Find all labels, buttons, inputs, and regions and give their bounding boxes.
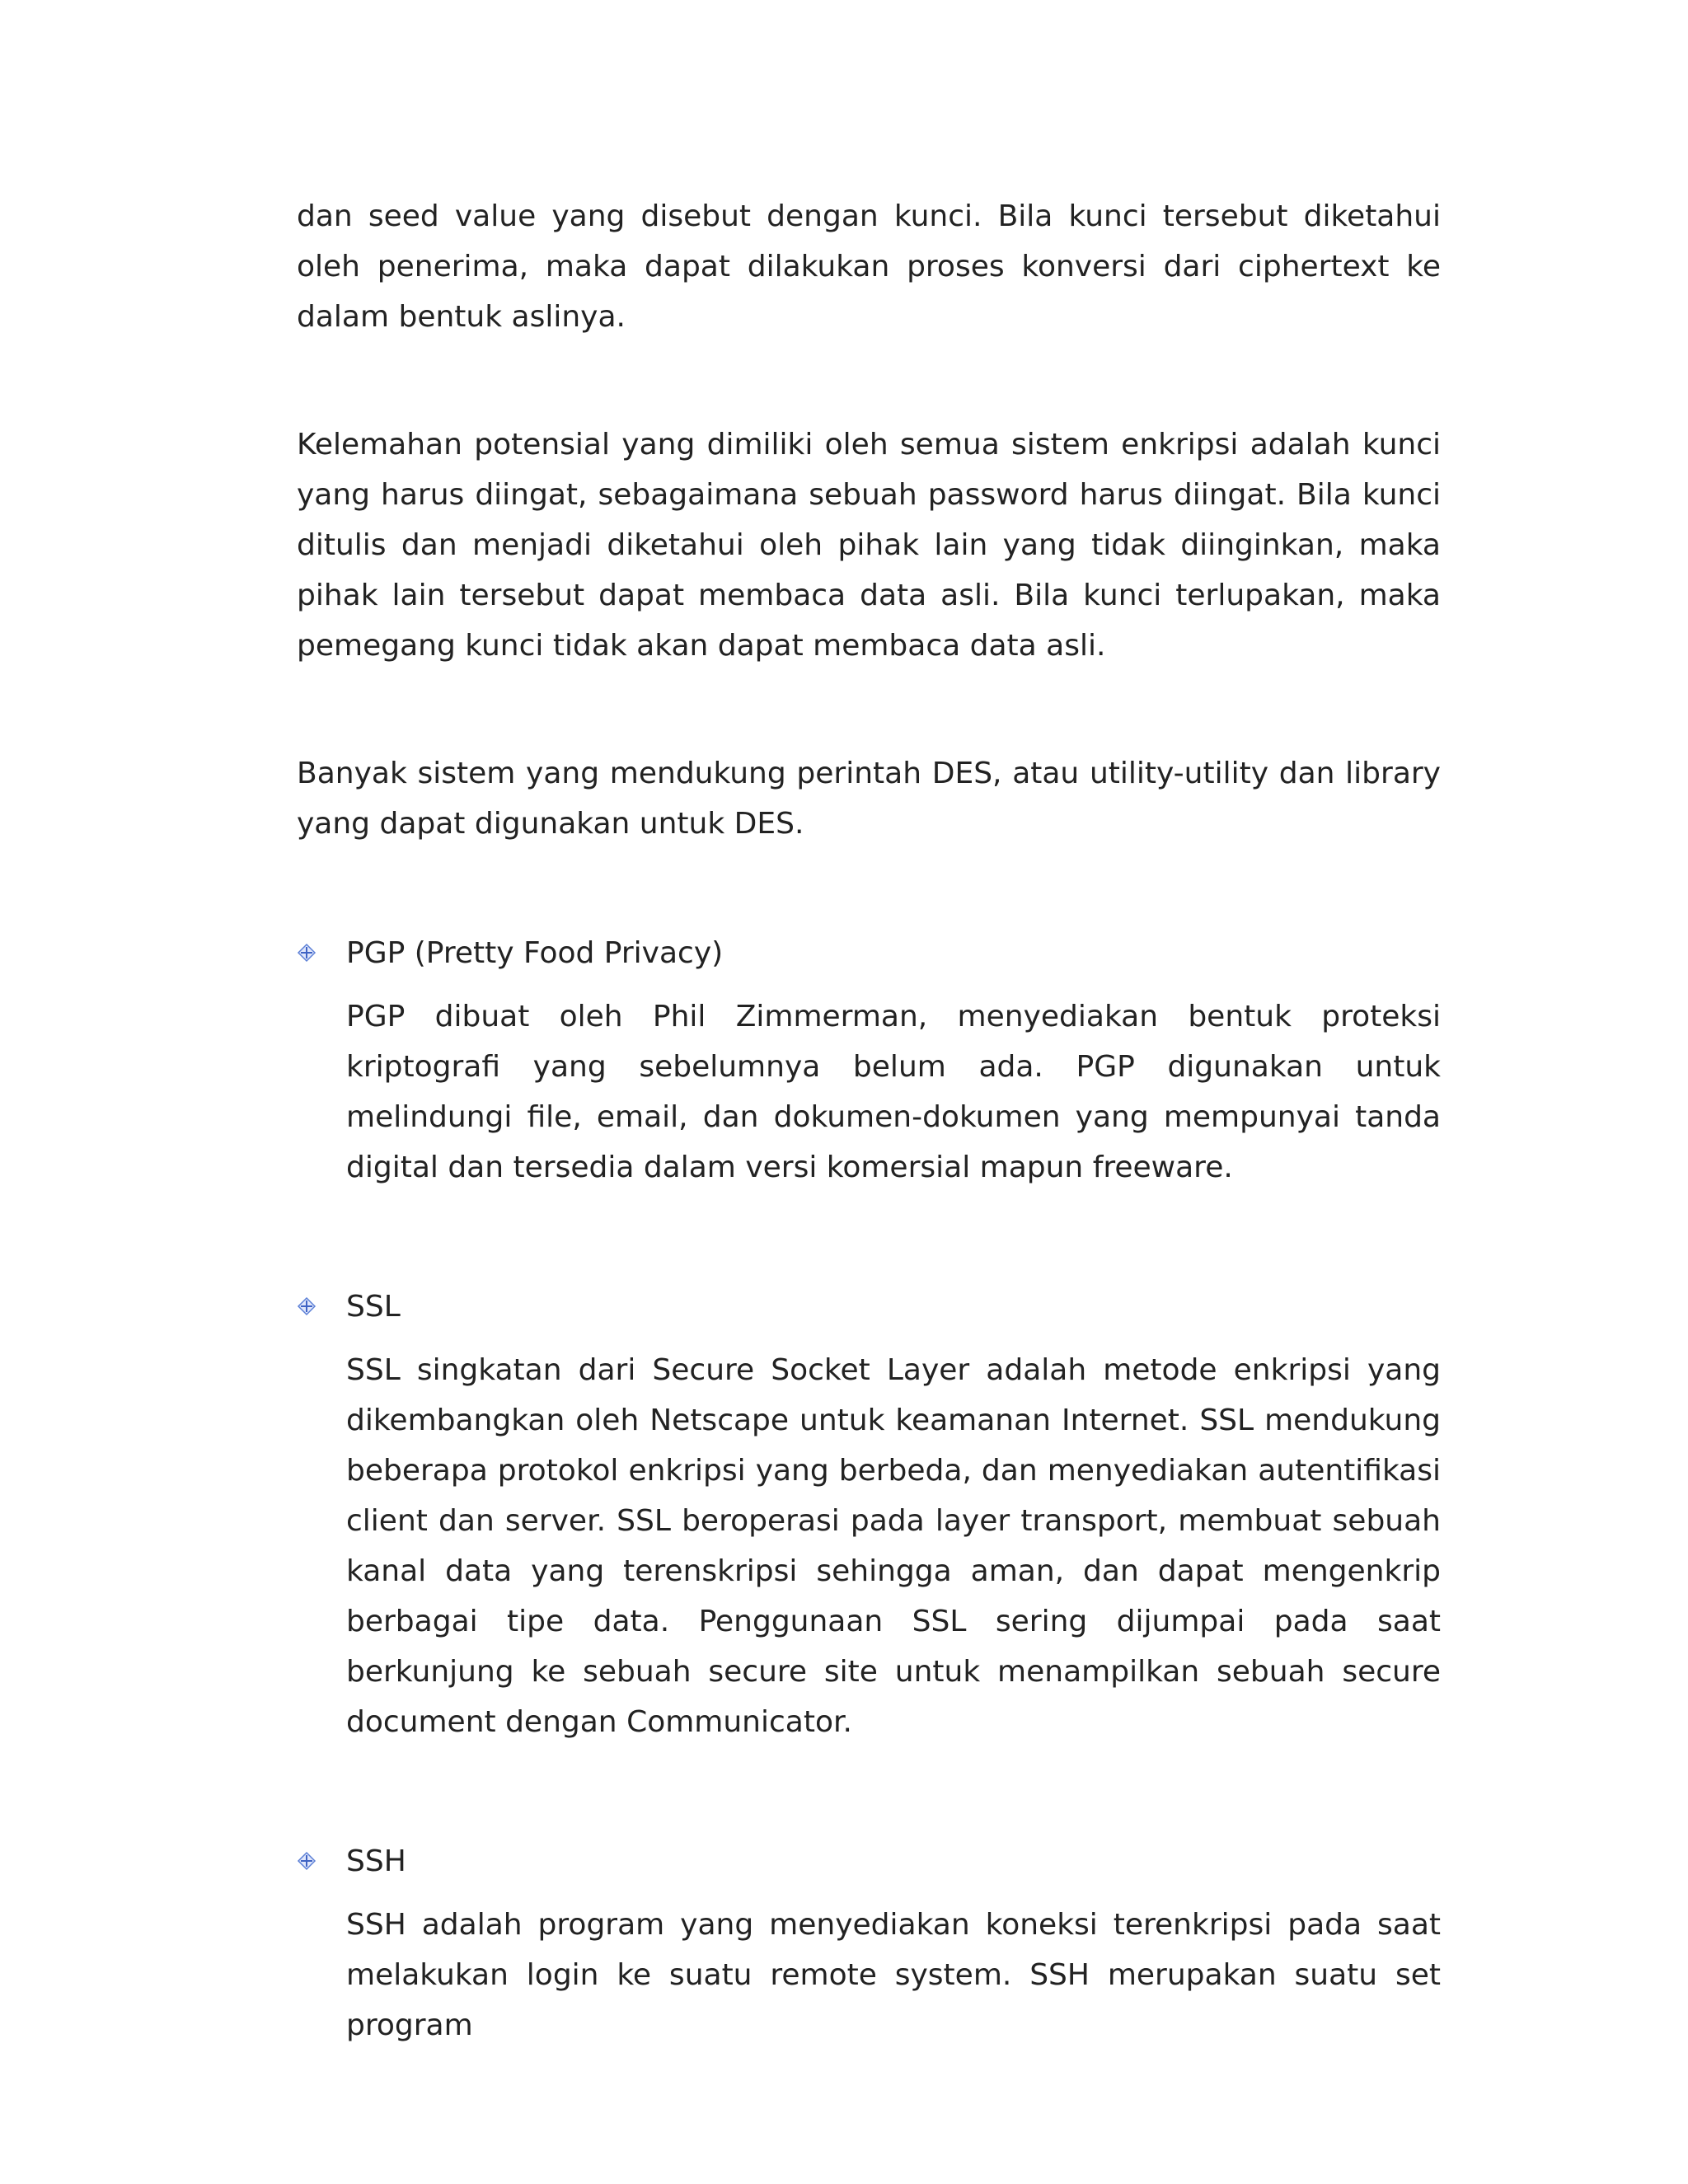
list-item-header	[346, 1836, 1441, 1886]
list-item-title: SSH	[346, 1844, 406, 1878]
list-item-ssh	[297, 1836, 1441, 2050]
list-item-pgp	[297, 928, 1441, 1193]
list-item-ssl	[297, 1282, 1441, 1747]
paragraph-key-weakness: Kelemahan potensial yang dimiliki oleh semua sistem enkripsi adalah kunci yang harus diingat, sebagaimana sebuah password harus diingat. Bila kunci ditulis dan menjadi diketahui oleh pihak lain yang tidak diinginkan, maka pihak lain tersebut dapat membaca data asli. Bila kunci terlupakan, maka pemegang kunci tidak akan dapat membaca data asli.	[297, 428, 1441, 663]
list-item-body: SSH adalah program yang menyediakan koneksi terenkripsi pada saat melakukan login ke suatu remote system. SSH merupakan suatu set program	[346, 1908, 1441, 2042]
list-item-header	[346, 1282, 1441, 1332]
paragraph-des-support: Banyak sistem yang mendukung perintah DES, atau utility-utility dan library yang dapat digunakan untuk DES.	[297, 757, 1441, 841]
list-item-body: PGP dibuat oleh Phil Zimmerman, menyediakan bentuk proteksi kriptografi yang sebelumnya belum ada. PGP digunakan untuk melindungi file, email, dan dokumen-dokumen yang mempunyai tanda digital dan tersedia dalam versi komersial mapun freeware.	[346, 1000, 1441, 1184]
diamond-bullet-icon	[297, 1296, 316, 1316]
diamond-bullet-icon	[297, 1851, 316, 1871]
paragraph-key-conversion: dan seed value yang disebut dengan kunci. Bila kunci tersebut diketahui oleh penerima, maka dapat dilakukan proses konversi dari ciphertext ke dalam bentuk aslinya.	[297, 199, 1441, 334]
list-item-header	[346, 928, 1441, 978]
list-item-title: PGP (Pretty Food Privacy)	[346, 936, 724, 970]
document-content	[297, 191, 1441, 2050]
list-item-title: SSL	[346, 1290, 401, 1324]
list-item-body: SSL singkatan dari Secure Socket Layer adalah metode enkripsi yang dikembangkan oleh Netscape untuk keamanan Internet. SSL mendukung beberapa protokol enkripsi yang berbeda, dan menyediakan autentifikasi client dan server. SSL beroperasi pada layer transport, membuat sebuah kanal data yang terenskripsi sehingga aman, dan dapat mengenkrip berbagai tipe data. Penggunaan SSL sering dijumpai pada saat berkunjung ke sebuah secure site untuk menampilkan sebuah secure document dengan Communicator.	[346, 1353, 1441, 1739]
diamond-bullet-icon	[297, 943, 316, 963]
